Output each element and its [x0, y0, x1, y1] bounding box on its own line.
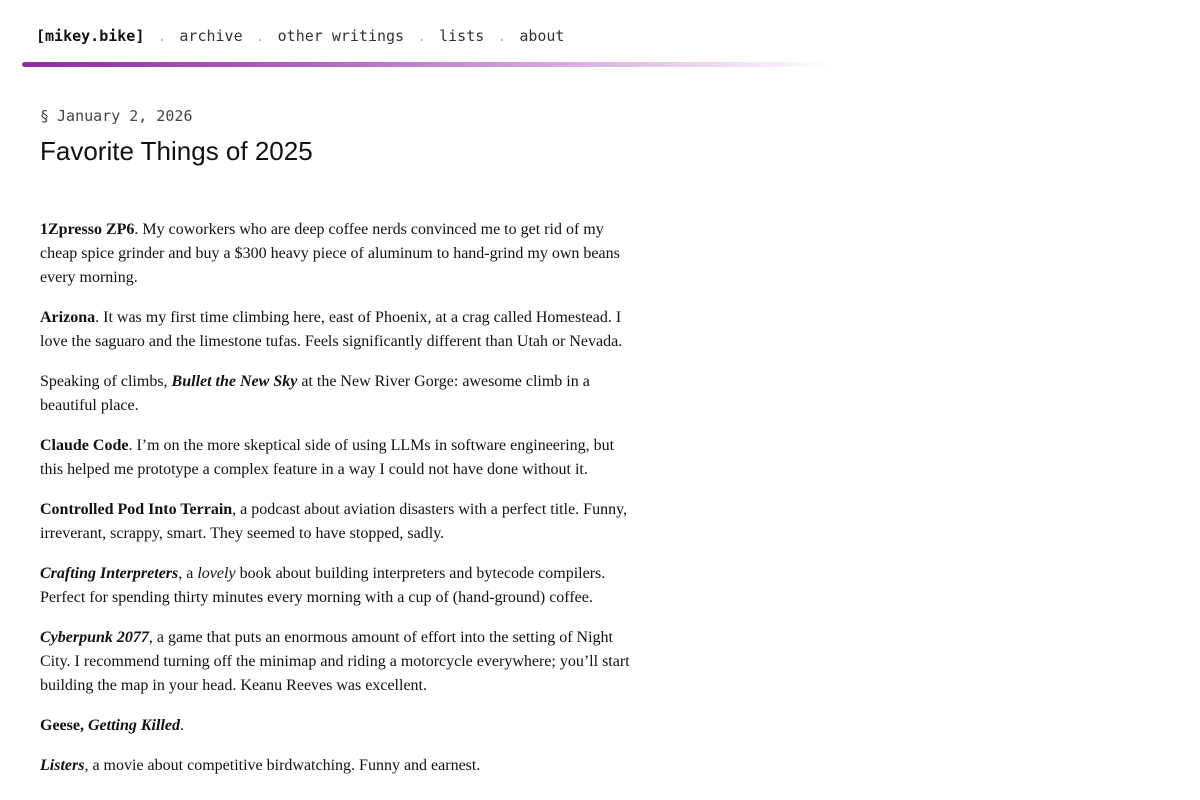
entry-cyberpunk [40, 626, 632, 698]
entry-emphasis: lovely [197, 565, 236, 582]
entry-claude-code [40, 434, 632, 482]
post-title: Favorite Things of 2025 [40, 136, 313, 166]
entry-title: Getting Killed [87, 717, 180, 734]
entry-title: Crafting Interpreters [40, 565, 179, 582]
entry-text: , a podcast about aviation disasters with a perfect title. Funny, irreverant, scrappy, smart. They seemed to have stopped, sadly. [40, 501, 628, 542]
header-gradient-rule [22, 62, 834, 67]
entry-bullet-the-new-sky [40, 370, 632, 418]
top-nav [36, 26, 564, 46]
section-mark: § [40, 107, 50, 125]
entry-title: Arizona [40, 309, 96, 326]
nav-link-archive[interactable]: archive [179, 27, 243, 45]
entry-text: , a movie about competitive birdwatching. Funny and earnest. [84, 757, 481, 774]
entry-text: at the New River Gorge: awesome climb in a beautiful place. [40, 373, 590, 414]
entry-text: . [179, 717, 184, 734]
entry-crafting-interpreters [40, 562, 632, 610]
entry-text: Speaking of climbs, [40, 373, 172, 390]
nav-separator: . [417, 27, 427, 45]
nav-link-other-writings[interactable]: other writings [277, 27, 405, 45]
entry-text: . My coworkers who are deep coffee nerds convinced me to get rid of my cheap spice grinder and buy a $300 heavy piece of aluminum to hand-grind my own beans every morning. [40, 221, 620, 286]
entry-text: , a [178, 565, 198, 582]
entry-title: Bullet the New Sky [171, 373, 298, 390]
entry-title: Cyberpunk 2077 [40, 629, 149, 646]
entry-title: Geese, [40, 717, 88, 734]
entry-controlled-pod [40, 498, 632, 546]
entry-arizona [40, 306, 632, 354]
site-home-link[interactable]: [mikey.bike] [36, 27, 145, 45]
entry-text: book about building interpreters and bytecode compilers. Perfect for spending thirty minutes every morning with a cup of (hand-ground) coffee. [40, 565, 606, 606]
entry-title: Listers [40, 757, 85, 774]
entry-listers [40, 754, 632, 778]
nav-separator: . [157, 27, 167, 45]
nav-separator: . [497, 27, 507, 45]
post-date-text: January 2, 2026 [57, 107, 193, 125]
nav-link-lists[interactable]: lists [439, 27, 485, 45]
entry-text: . I’m on the more skeptical side of using LLMs in software engineering, but this helped me prototype a complex feature in a way I could not have done without it. [40, 437, 615, 478]
entry-text: . It was my first time climbing here, east of Phoenix, at a crag called Homestead. I love the saguaro and the limestone tufas. Feels significantly different than Utah or Nevada. [40, 309, 623, 350]
entry-title: Controlled Pod Into Terrain [40, 501, 233, 518]
entry-text: , a game that puts an enormous amount of effort into the setting of Night City. I recommend turning off the minimap and riding a motorcycle everywhere; you’ll start building the map in your head. Keanu Reeves was excellent. [40, 629, 630, 694]
post-date [40, 107, 193, 125]
nav-link-about[interactable]: about [519, 27, 565, 45]
entry-zp6 [40, 218, 632, 290]
entry-title: 1Zpresso ZP6 [40, 221, 135, 238]
nav-separator: . [255, 27, 265, 45]
entry-title: Claude Code [40, 437, 129, 454]
entry-geese [40, 714, 632, 738]
post-content [40, 218, 632, 794]
